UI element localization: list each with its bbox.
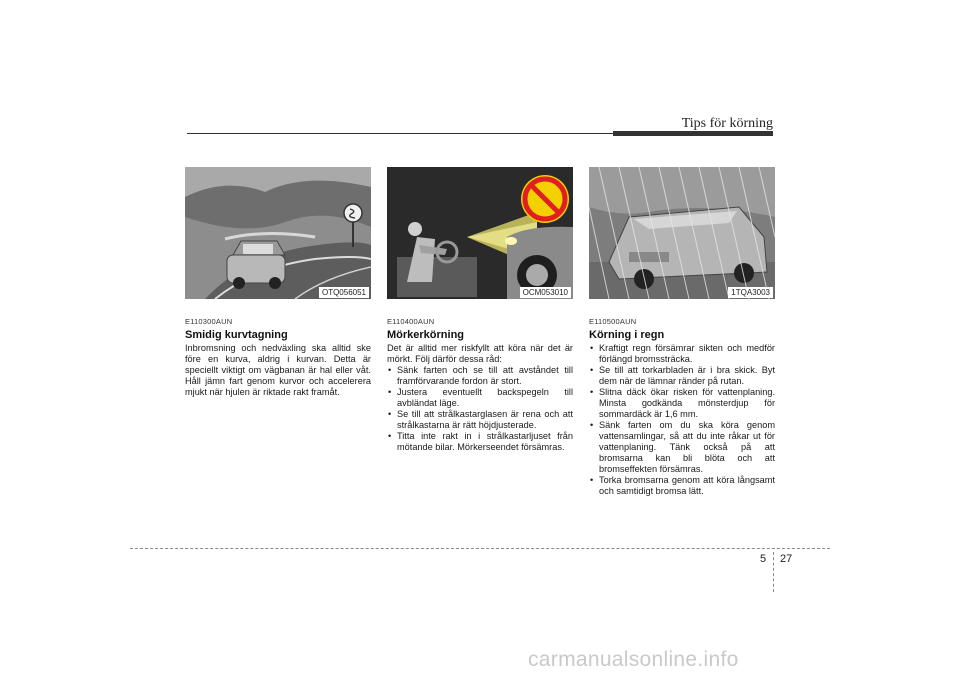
section-title: Mörkerkörning xyxy=(387,329,465,341)
bullet-item: • Sänk farten och se till att avståndet till framförvarande fordon är stort. xyxy=(387,365,573,387)
footer-dashed-line xyxy=(130,548,830,549)
rain-driving-photo xyxy=(589,167,775,299)
bullet-item: • Se till att torkarbladen är i bra skick. Byt dem när de lämnar ränder på rutan. xyxy=(589,365,775,387)
page-header-title: Tips för körning xyxy=(681,116,773,131)
image-code: OTQ056051 xyxy=(319,287,369,298)
bullet-item: • Justera eventuellt backspegeln till avbländat läge. xyxy=(387,387,573,409)
bullet-item: • Slitna däck ökar risken för vattenplaning. Minsta godkända mönsterdjup för sommardäck är 1,6 mm. xyxy=(589,387,775,420)
header-rule xyxy=(187,133,613,134)
watermark: carmanualsonline.info xyxy=(528,648,739,671)
section-smooth-cornering xyxy=(185,167,371,398)
page-number-divider xyxy=(773,552,774,592)
section-title: Smidig kurvtagning xyxy=(185,329,288,341)
cornering-photo xyxy=(185,167,371,299)
bullet-item: • Kraftigt regn försämrar sikten och medför förlängd bromssträcka. xyxy=(589,343,775,365)
bullet-list xyxy=(387,365,573,453)
section-night-driving xyxy=(387,167,573,453)
section-rain-driving xyxy=(589,167,775,497)
bullet-list xyxy=(589,343,775,497)
section-paragraph: Inbromsning och nedväxling ska alltid ske före en kurva, aldrig i kurvan. Detta är speciellt viktigt om vägbanan är hal eller våt. Håll jämn fart genom kurvor och accelerera mjukt när hjulen är riktade rakt framåt. xyxy=(185,343,371,397)
header-accent-bar xyxy=(613,131,773,136)
image-code: OCM053010 xyxy=(520,287,571,298)
chapter-number: 5 xyxy=(760,553,767,565)
bullet-item: • Torka bromsarna genom att köra långsamt och samtidigt bromsa lätt. xyxy=(589,475,775,497)
bullet-item: • Sänk farten om du ska köra genom vattensamlingar, så att du inte råkar ut för vattenplaning. Tänk också på att bromsarna kan bli blöta och att bromseffekten försämras. xyxy=(589,420,775,475)
bullet-item: • Titta inte rakt in i strålkastarljuset från mötande bilar. Mörkerseendet försämras. xyxy=(387,431,573,453)
section-code: E110500AUN xyxy=(589,317,637,326)
section-paragraph: Det är alltid mer riskfyllt att köra när det är mörkt. Följ därför dessa råd: xyxy=(387,343,573,364)
bullet-item: • Se till att strålkastarglasen är rena och att strålkastarna är rätt höjdjusterade. xyxy=(387,409,573,431)
image-code: 1TQA3003 xyxy=(728,287,773,298)
page-number: 27 xyxy=(780,553,793,565)
night-driving-photo xyxy=(387,167,573,299)
section-code: E110300AUN xyxy=(185,317,233,326)
section-code: E110400AUN xyxy=(387,317,435,326)
section-title: Körning i regn xyxy=(589,329,665,341)
